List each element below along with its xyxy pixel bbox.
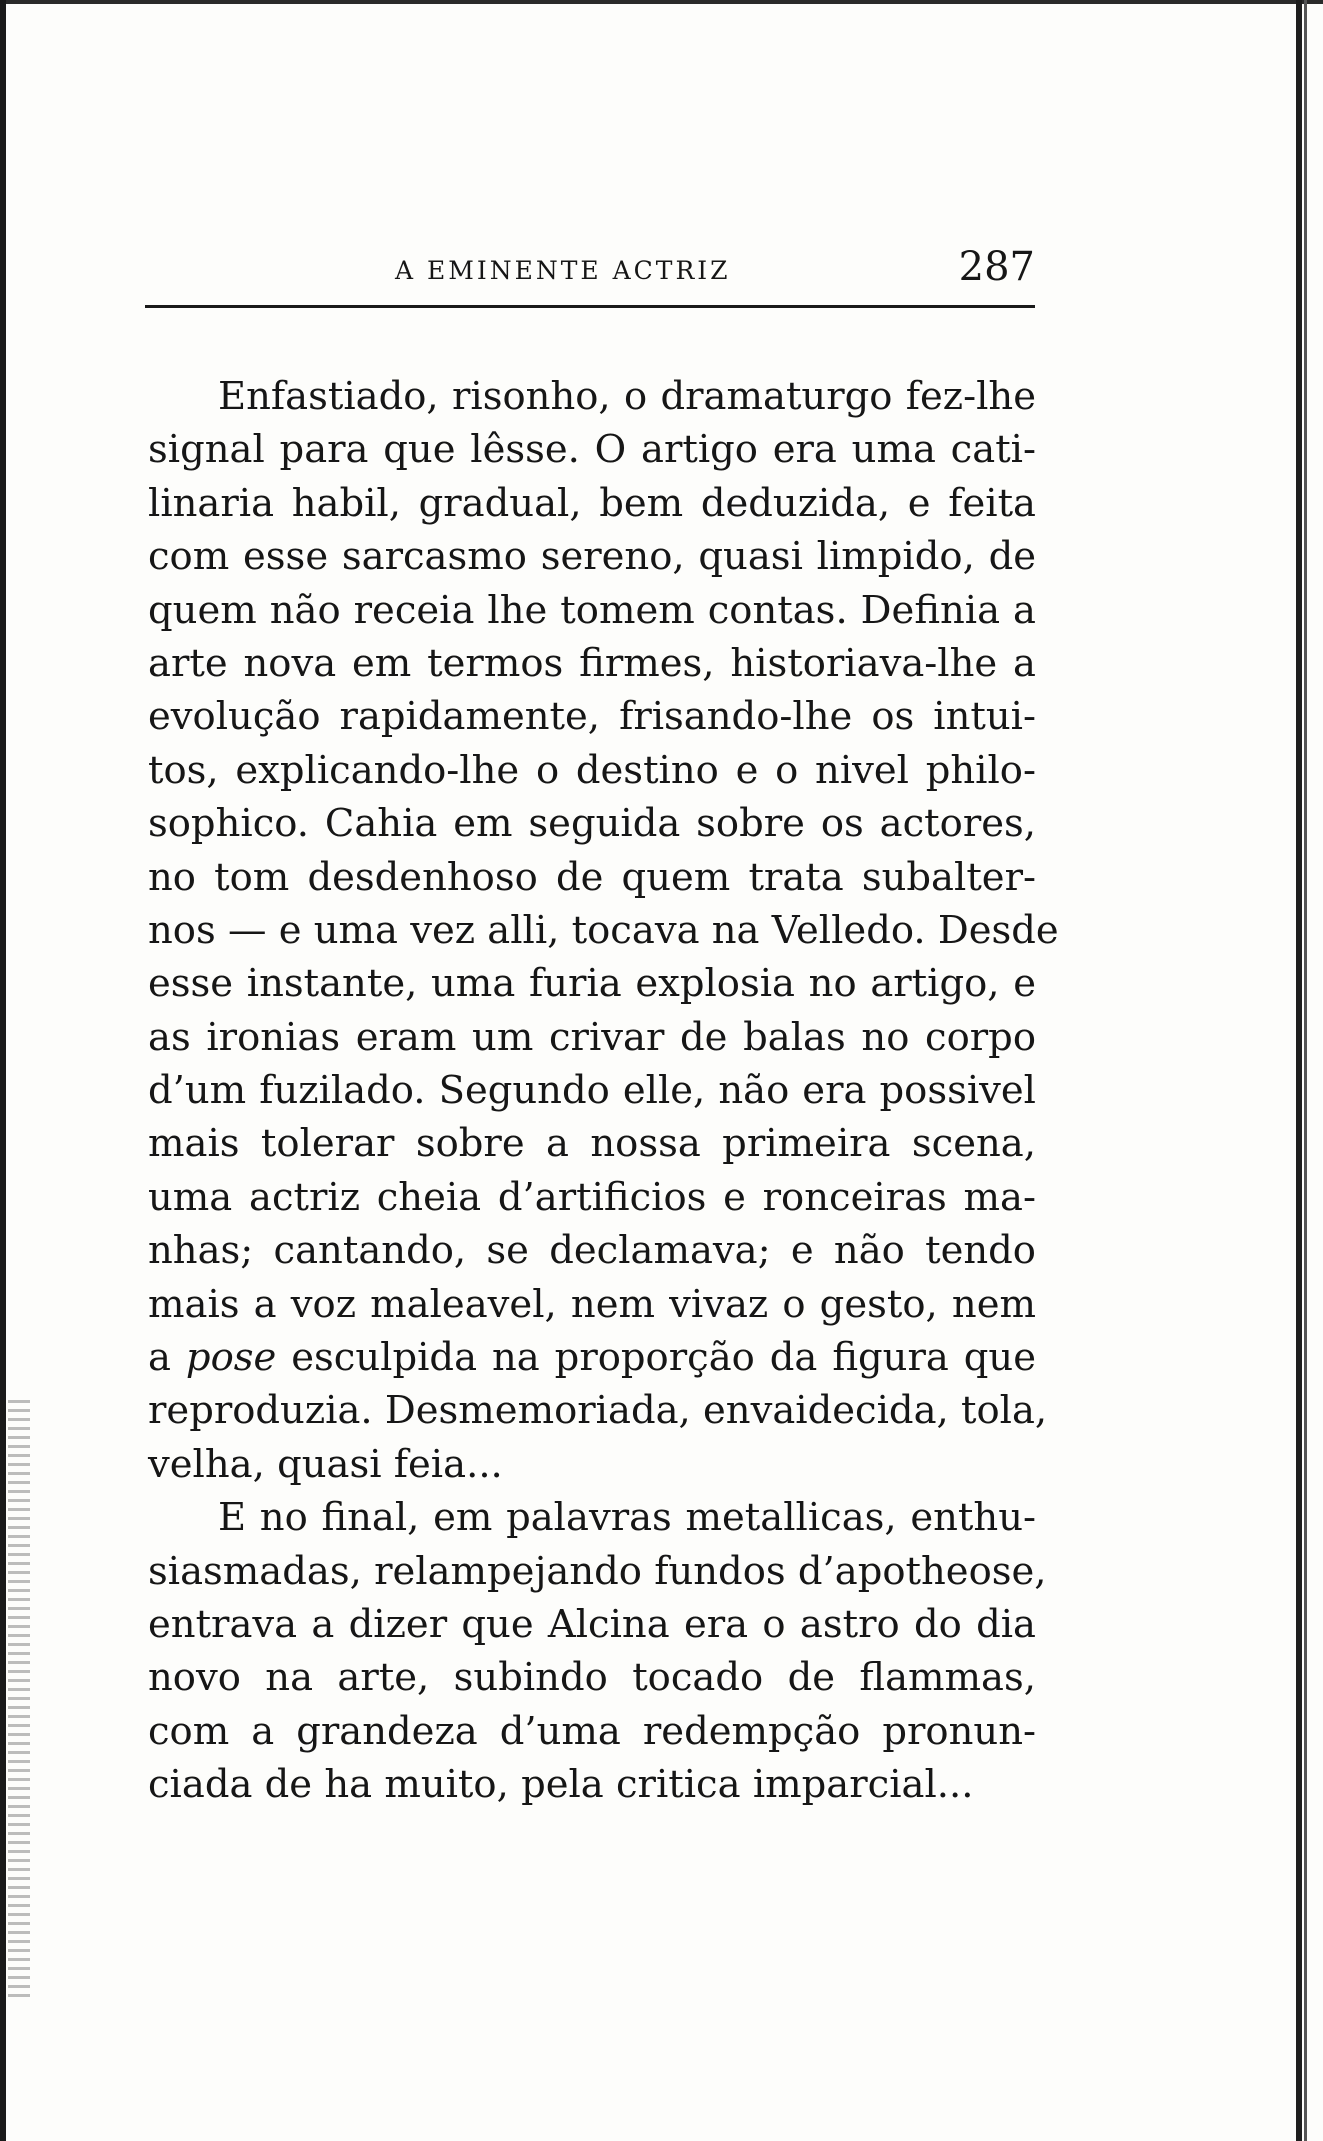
text-line: evolução rapidamente, frisando-lhe os intui- [148,694,1036,740]
scan-smudge [8,1400,30,2000]
text-line: linaria habil, gradual, bem deduzida, e feita [148,480,1036,526]
text-line: d’um fuzilado. Segundo elle, não era possivel [148,1068,1036,1114]
text-line: E no final, em palavras metallicas, enthu- [218,1495,1036,1541]
scan-edge-left [0,0,6,2141]
page-header [145,244,1035,294]
text-line: novo na arte, subindo tocado de flammas, [148,1655,1036,1701]
scan-edge-right [1296,0,1302,2141]
text-line: velha, quasi feia... [148,1441,503,1487]
scan-edge-top [0,0,1323,4]
text-line: mais a voz maleavel, nem vivaz o gesto, nem [148,1281,1036,1327]
text-line: com a grandeza d’uma redempção pronun- [148,1708,1036,1754]
body-text [148,370,1059,1812]
scan-edge-right-outer [1304,0,1307,2141]
page-number: 287 [958,244,1035,290]
text-line: nos — e uma vez alli, tocava na Velledo. Desde [148,907,1059,953]
text-line: reproduzia. Desmemoriada, envaidecida, tola, [148,1388,1048,1434]
text-line: as ironias eram um crivar de balas no corpo [148,1014,1036,1060]
text-line: com esse sarcasmo sereno, quasi limpido, de [148,534,1036,580]
text-line: sophico. Cahia em seguida sobre os actores, [148,801,1036,847]
header-rule [145,305,1035,308]
text-line: Enfastiado, risonho, o dramaturgo fez-lhe [218,374,1036,419]
text-line: no tom desdenhoso de quem trata subalter- [148,854,1036,900]
text-line: entrava a dizer que Alcina era o astro do dia [148,1601,1036,1647]
paragraph-1 [148,370,1059,1491]
text-line: a pose esculpida na proporção da figura que [148,1335,1036,1381]
text-line: quem não receia lhe tomem contas. Definia a [148,587,1036,633]
text-line: mais tolerar sobre a nossa primeira scena, [148,1121,1036,1167]
running-title: A EMINENTE ACTRIZ [395,256,731,285]
text-line: esse instante, uma furia explosia no artigo, e [148,961,1036,1007]
text-line: tos, explicando-lhe o destino e o nivel philo- [148,747,1036,793]
text-line: uma actriz cheia d’artificios e ronceiras ma- [148,1174,1036,1220]
text-line: ciada de ha muito, pela critica imparcial... [148,1762,974,1808]
paragraph-2 [148,1491,1047,1811]
text-line: siasmadas, relampejando fundos d’apotheose, [148,1548,1047,1594]
text-line: arte nova em termos firmes, historiava-lhe a [148,640,1036,686]
text-line: signal para que lêsse. O artigo era uma cati- [148,427,1036,473]
text-line: nhas; cantando, se declamava; e não tendo [148,1228,1036,1274]
